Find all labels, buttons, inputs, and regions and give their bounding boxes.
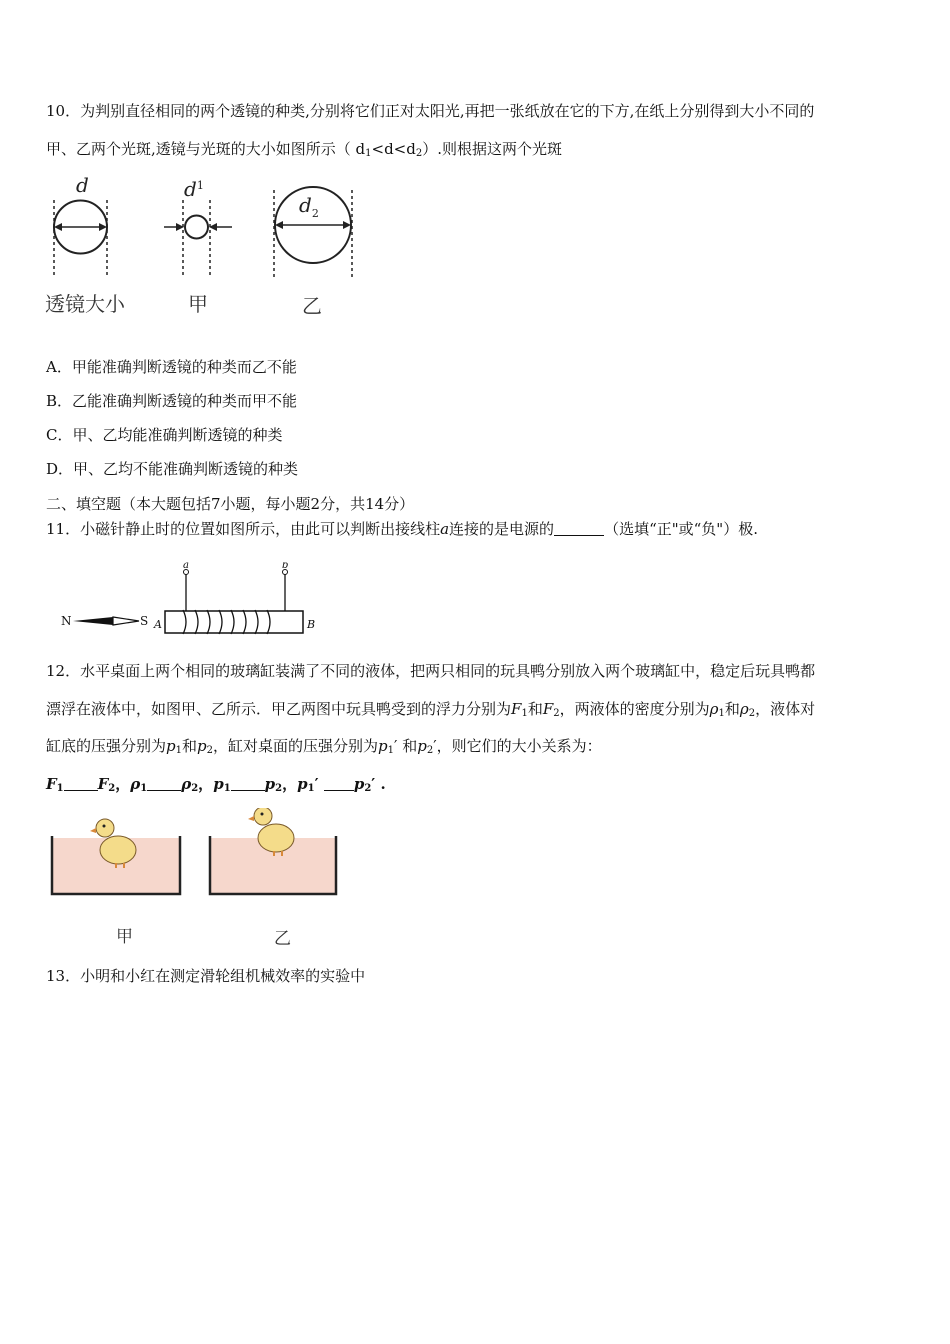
compass-needle-s — [113, 617, 139, 625]
subscript: 1 — [140, 783, 148, 794]
q12-text-part: ，则它们的大小关系为： — [436, 737, 602, 755]
q12-text-part: 和 — [402, 737, 418, 755]
var-F: F — [46, 775, 57, 793]
q12-text-part: ，缸对桌面的压强分别为 — [213, 737, 379, 755]
var-F: F — [511, 700, 522, 718]
q11-text-part: 连接的是电源的 — [449, 520, 555, 538]
caption-yi: 乙 — [302, 294, 322, 318]
q12-text-part: ，两液体的密度分别为 — [559, 700, 710, 718]
q11-var-a: a — [440, 520, 450, 538]
q11-text-part: （选填“正"或“负"）极. — [604, 520, 758, 538]
label-d2-letter: d — [299, 193, 312, 217]
answer-blank[interactable] — [554, 521, 604, 536]
subscript: 1 — [56, 783, 64, 794]
subscript: 2 — [275, 783, 283, 794]
q11-line — [46, 519, 758, 539]
label-d2 — [299, 193, 319, 220]
arrow-head-icon — [343, 221, 351, 229]
label-d1 — [184, 177, 204, 201]
var-p: p — [197, 737, 207, 755]
label-d2-sub: 2 — [311, 207, 319, 220]
subscript: 1 — [387, 745, 394, 756]
comma: ， — [282, 775, 298, 793]
caption-yi: 乙 — [274, 929, 291, 949]
answer-blank[interactable] — [64, 776, 98, 791]
var-p: p — [213, 775, 224, 793]
subscript: 2 — [426, 745, 434, 756]
coil-windings — [183, 610, 270, 634]
q12-text-part: ，液体对 — [755, 700, 816, 718]
subscript: 2 — [364, 783, 372, 794]
arrow-head-icon — [54, 223, 62, 231]
subscript: 1 — [365, 148, 372, 159]
answer-blank[interactable] — [324, 776, 354, 791]
label-A: A — [154, 618, 162, 631]
prime: ′ — [371, 775, 376, 793]
var-p: p — [264, 775, 276, 793]
label-a: a — [183, 562, 189, 571]
q10-text-part: ）.则根据这两个光斑 — [422, 140, 563, 158]
subscript: 2 — [108, 783, 116, 794]
q12-text-part: 缸底的压强分别为 — [46, 737, 167, 755]
q10-text-part: 甲、乙两个光斑,透镜与光斑的大小如图所示（ d — [46, 140, 366, 158]
subscript: 1 — [521, 708, 528, 719]
spot-jia-circle — [185, 216, 208, 239]
caption-lens-size: 透镜大小 — [45, 292, 125, 316]
q10-text-part: <d<d — [371, 140, 416, 158]
option-d: D．甲、乙均不能准确判断透镜的种类 — [46, 460, 299, 478]
subscript: 2 — [415, 148, 423, 159]
q11-solenoid-figure — [55, 562, 335, 642]
caption-jia: 甲 — [116, 927, 133, 947]
prime: ′ — [394, 737, 398, 755]
var-F: F — [542, 700, 554, 718]
section-heading: 二、填空题（本大题包括7小题，每小题2分，共14分） — [46, 495, 415, 513]
var-p: p — [417, 737, 427, 755]
label-B: B — [307, 618, 316, 631]
period: . — [380, 775, 386, 793]
label-d: d — [76, 173, 89, 197]
q13-line: 13．小明和小红在测定滑轮组机械效率的实验中 — [46, 967, 366, 985]
subscript: 2 — [206, 745, 213, 756]
subscript: 1 — [718, 708, 725, 719]
q10-line-2 — [46, 139, 562, 159]
label-s: S — [140, 614, 149, 628]
subscript: 2 — [748, 708, 756, 719]
comma: ， — [115, 775, 131, 793]
label-n: N — [61, 614, 72, 628]
subscript: 1 — [307, 783, 315, 794]
subscript: 2 — [191, 783, 199, 794]
var-p: p — [353, 775, 365, 793]
q12-line-3 — [46, 736, 602, 756]
subscript: 2 — [553, 708, 560, 719]
q10-line-1: 10．为判别直径相同的两个透镜的种类,分别将它们正对太阳光,再把一张纸放在它的下方,在纸上分别得到大小不同的 — [46, 102, 815, 120]
q12-text-part: 和 — [182, 737, 198, 755]
option-b: B．乙能准确判断透镜的种类而甲不能 — [46, 392, 298, 410]
q12-line-2 — [46, 699, 815, 719]
var-F: F — [97, 775, 109, 793]
var-p: p — [297, 775, 308, 793]
var-rho: ρ — [130, 775, 141, 793]
label-d1-sub: 1 — [196, 179, 204, 192]
option-c: C．甲、乙均能准确判断透镜的种类 — [46, 426, 283, 444]
answer-blank[interactable] — [147, 776, 181, 791]
var-rho: ρ — [181, 775, 192, 793]
compass-needle-n — [73, 617, 113, 625]
var-p: p — [378, 737, 388, 755]
q12-answer-line — [46, 774, 386, 794]
q11-text-part: 11．小磁针静止时的位置如图所示，由此可以判断出接线柱 — [46, 520, 441, 538]
arrow-head-icon — [99, 223, 107, 231]
var-rho: ρ — [739, 700, 749, 718]
subscript: 1 — [223, 783, 231, 794]
q12-line-1: 12．水平桌面上两个相同的玻璃缸装满了不同的液体，把两只相同的玩具鸭分别放入两个玻璃缸中，稳定后玩具鸭都 — [46, 662, 816, 680]
var-p: p — [166, 737, 176, 755]
prime: ′ — [433, 737, 437, 755]
q12-text-part: 漂浮在液体中，如图甲、乙所示．甲乙两图中玩具鸭受到的浮力分别为 — [46, 700, 512, 718]
prime: ′ — [314, 775, 319, 793]
answer-blank[interactable] — [231, 776, 265, 791]
q12-duck-figure — [48, 808, 348, 903]
caption-jia: 甲 — [188, 292, 208, 316]
q12-text-part: 和 — [527, 700, 543, 718]
option-a: A．甲能准确判断透镜的种类而乙不能 — [46, 358, 297, 376]
arrow-head-icon — [275, 221, 283, 229]
var-rho: ρ — [709, 700, 719, 718]
subscript: 1 — [175, 745, 182, 756]
label-b: b — [282, 562, 289, 571]
label-d1-letter: d — [184, 177, 197, 201]
comma: ， — [198, 775, 214, 793]
q12-text-part: 和 — [724, 700, 740, 718]
